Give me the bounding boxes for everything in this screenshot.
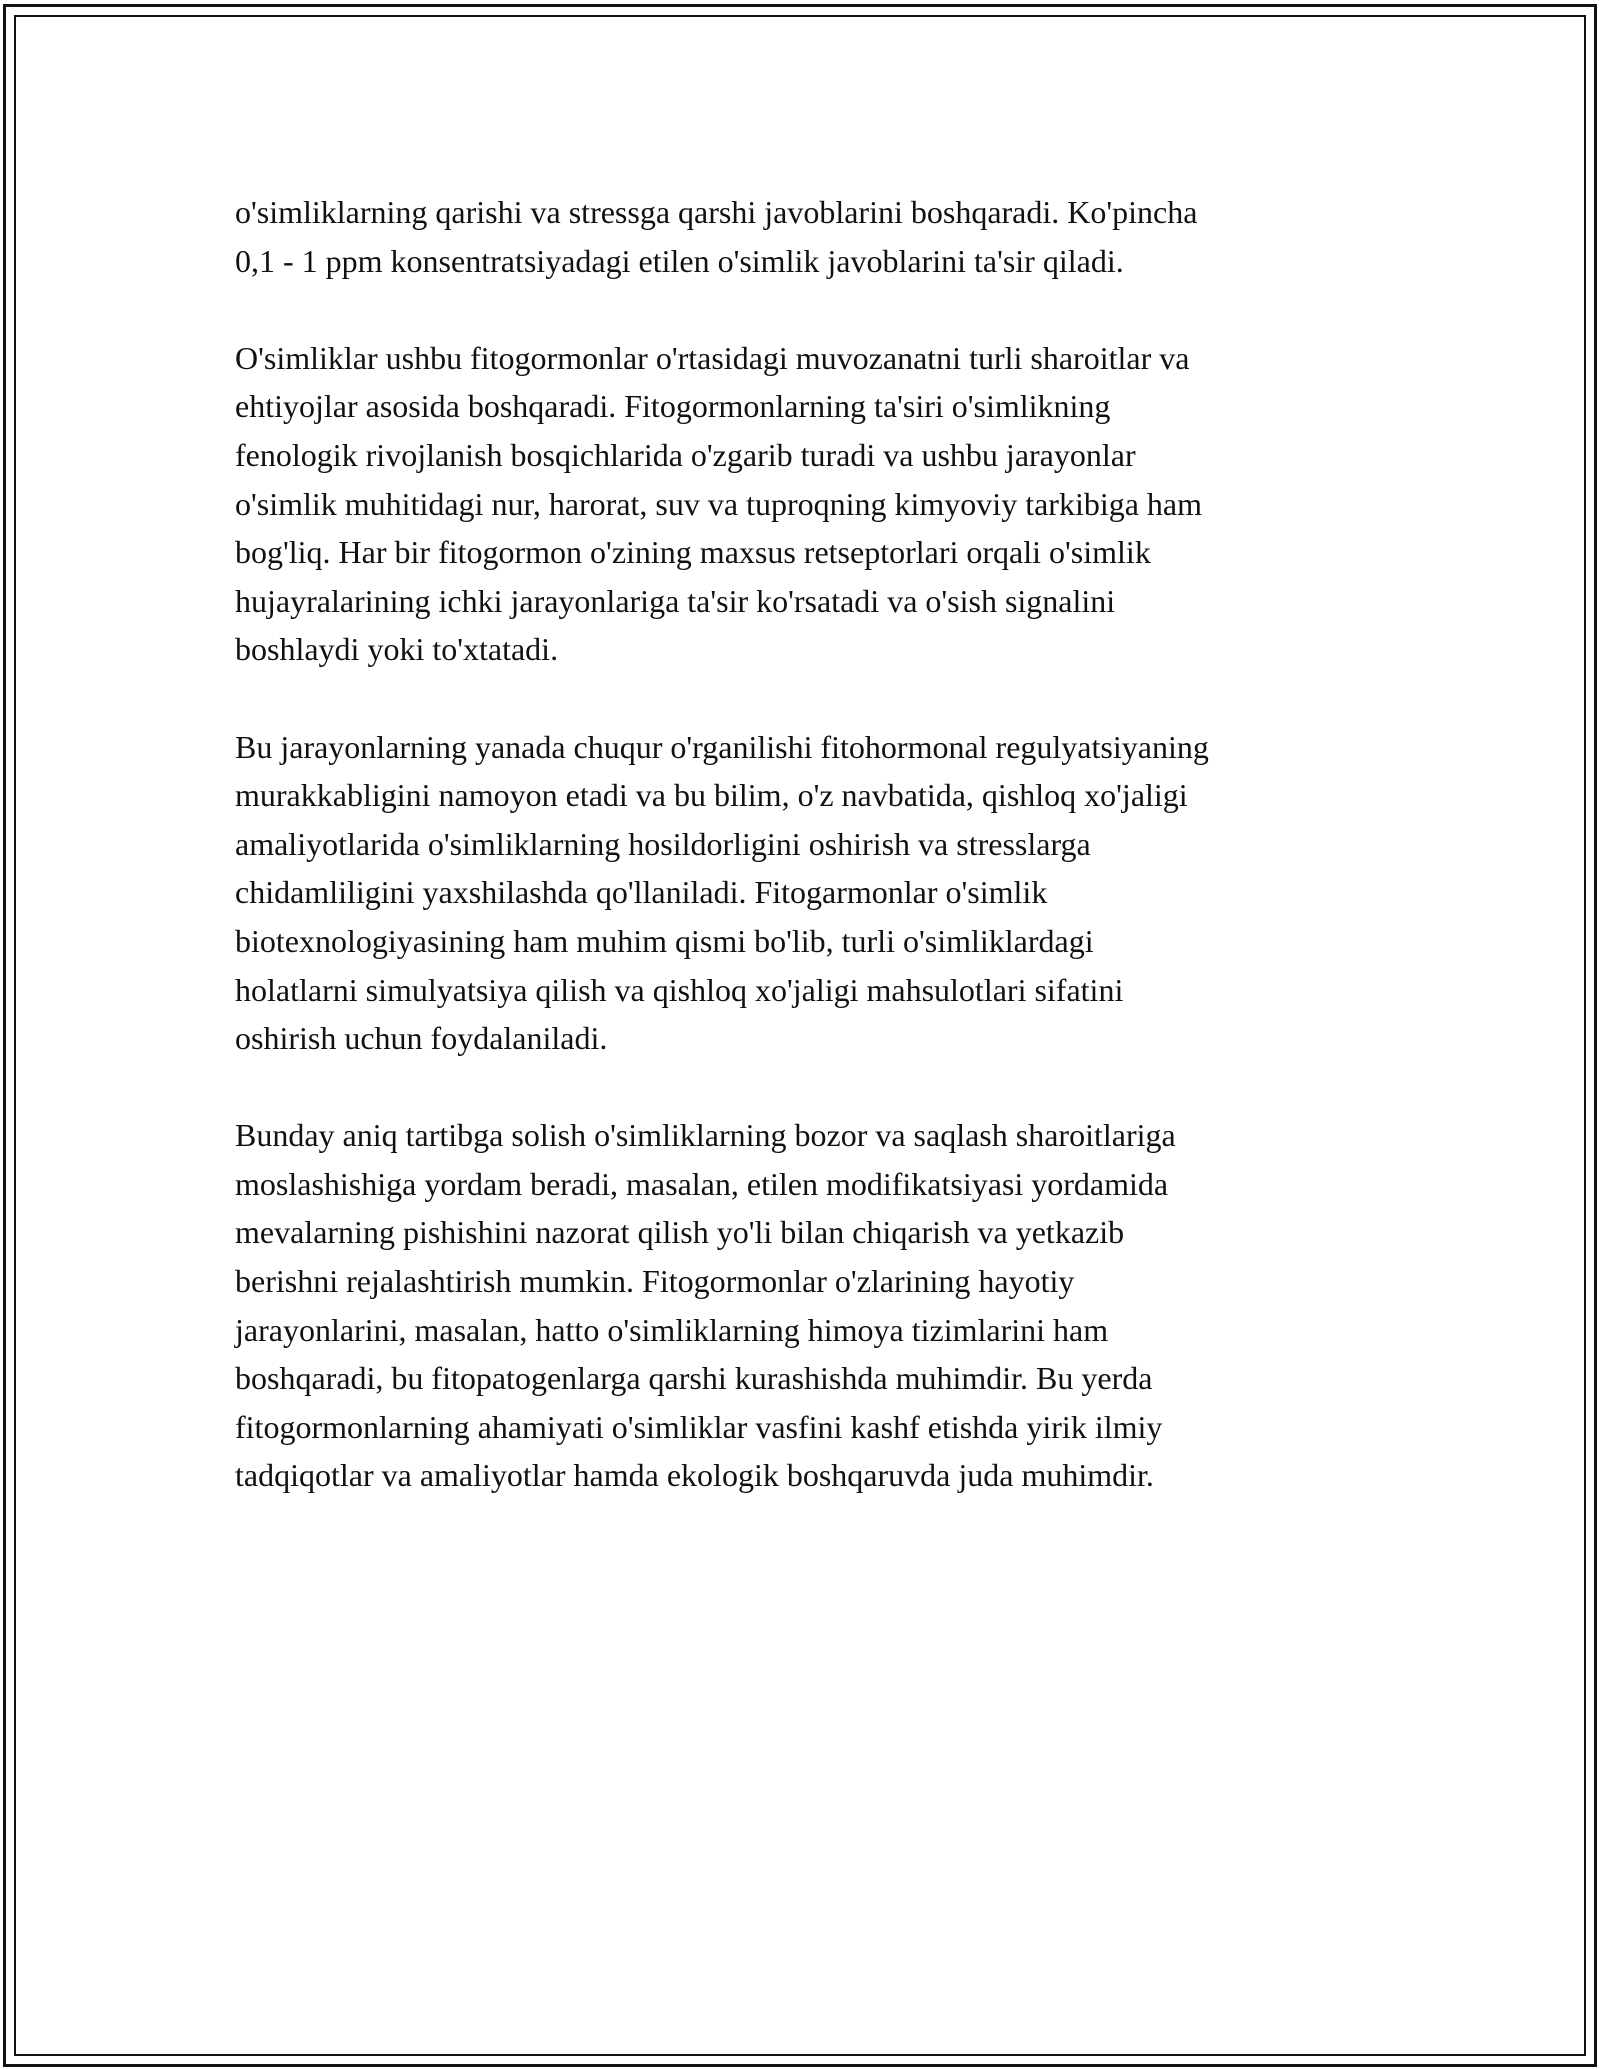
text-line: berishni rejalashtirish mumkin. Fitogormonlar o'zlarining hayotiy [235,1263,1075,1300]
text-line: murakkabligini namoyon etadi va bu bilim, o'z navbatida, qishloq xo'jaligi [235,777,1188,814]
text-line: ehtiyojlar asosida boshqaradi. Fitogormonlarning ta'siri o'simlikning [235,388,1111,425]
text-line: oshirish uchun foydalaniladi. [235,1020,608,1057]
text-line: 0,1 - 1 ppm konsentratsiyadagi etilen o'simlik javoblarini ta'sir qiladi. [235,242,1124,279]
paragraph-2 [235,334,1365,674]
text-line: amaliyotlarida o'simliklarning hosildorligini oshirish va stresslarga [235,825,1091,862]
text-line: o'simliklarning qarishi va stressga qarshi javoblarini boshqaradi. Ko'pincha [235,194,1198,230]
text-line: boshlaydi yoki to'xtatadi. [235,631,559,668]
text-line: O'simliklar ushbu fitogormonlar o'rtasidagi muvozanatni turli sharoitlar va [235,339,1190,376]
text-line: tadqiqotlar va amaliyotlar hamda ekologik boshqaruvda juda muhimdir. [235,1457,1154,1494]
text-line: holatlarni simulyatsiya qilish va qishloq xo'jaligi mahsulotlari sifatini [235,971,1124,1008]
text-line: biotexnologiyasining ham muhim qismi bo'lib, turli o'simliklardagi [235,922,1094,959]
paragraph-1 [235,188,1365,285]
text-line: fitogormonlarning ahamiyati o'simliklar vasfini kashf etishda yirik ilmiy [235,1408,1163,1445]
text-line: bog'liq. Har bir fitogormon o'zining maxsus retseptorlari orqali o'simlik [235,534,1151,571]
text-line: mevalarning pishishini nazorat qilish yo'li bilan chiqarish va yetkazib [235,1214,1125,1251]
text-line: Bu jarayonlarning yanada chuqur o'rganilishi fitohormonal regulyatsiyaning [235,728,1209,765]
paragraph-3 [235,723,1365,1063]
text-line: Bunday aniq tartibga solish o'simliklarning bozor va saqlash sharoitlariga [235,1117,1176,1154]
paragraph-4 [235,1111,1365,1500]
text-line: o'simlik muhitidagi nur, harorat, suv va tuproqning kimyoviy tarkibiga ham [235,485,1203,522]
text-line: moslashishiga yordam beradi, masalan, etilen modifikatsiyasi yordamida [235,1165,1169,1202]
text-line: jarayonlarini, masalan, hatto o'simliklarning himoya tizimlarini ham [235,1311,1109,1348]
text-line: boshqaradi, bu fitopatogenlarga qarshi kurashishda muhimdir. Bu yerda [235,1360,1153,1397]
text-line: chidamliligini yaxshilashda qo'llaniladi. Fitogarmonlar o'simlik [235,874,1048,911]
text-line: hujayralarining ichki jarayonlariga ta'sir ko'rsatadi va o'sish signalini [235,582,1116,619]
text-line: fenologik rivojlanish bosqichlarida o'zgarib turadi va ushbu jarayonlar [235,436,1136,473]
document-body [235,188,1365,1549]
